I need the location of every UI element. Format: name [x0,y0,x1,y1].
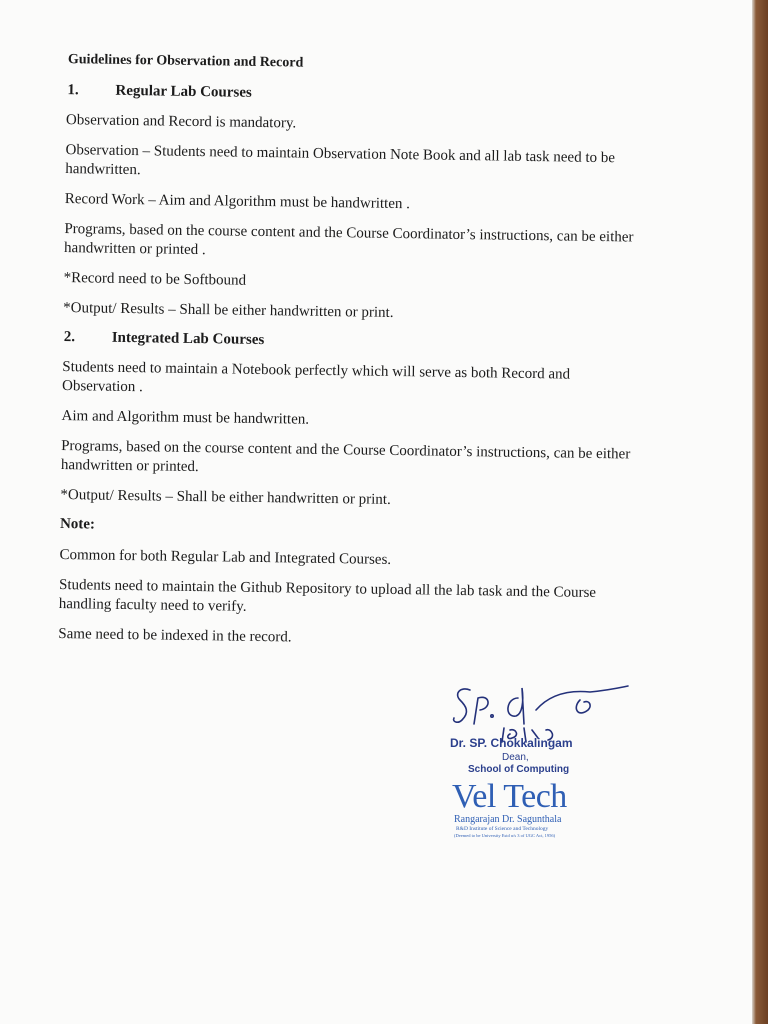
paragraph: Programs, based on the course content and the Course Coordinator’s instructions, can be either handwritten or printed. [60,438,631,476]
signatory-designation: Dean, [502,752,529,763]
paragraph: Common for both Regular Lab and Integrated Courses. [59,547,392,568]
paragraph: Observation – Students need to maintain Observation Note Book and all lab task need to be handwritten. [65,142,616,179]
note-heading: Note: [59,516,96,533]
signatory-department: School of Computing [468,764,570,775]
paragraph: Students need to maintain a Notebook perfectly which will serve as both Record and Observation . [61,359,571,396]
paragraph: Record Work – Aim and Algorithm must be handwritten . [64,191,411,213]
document-body [53,52,642,664]
paragraph: Observation and Record is mandatory. [65,112,297,132]
signatory-name: Dr. SP. Chokkalingam [450,736,573,750]
stamp-institution-line: Rangarajan Dr. Sagunthala [454,814,562,825]
section-2-heading [64,329,638,355]
section-1-heading [67,82,641,108]
paragraph: *Output/ Results – Shall be either handwritten or print. [63,300,394,321]
paragraph: Aim and Algorithm must be handwritten. [61,408,310,428]
vel-tech-logo: Vel Tech [452,778,567,815]
paragraph: *Record need to be Softbound [63,270,247,289]
paragraph: Students need to maintain the Github Repository to upload all the lab task and the Course handling faculty need to verify. [58,577,597,615]
stamp-deemed-line: (Deemed to be University Estd u/s 3 of UGC Act, 1956) [454,833,556,838]
paragraph: Programs, based on the course content and the Course Coordinator’s instructions, can be either handwritten or printed . [63,221,634,259]
paragraph: Same need to be indexed in the record. [58,626,292,646]
background-edge [752,0,768,1024]
stamp-institution-subline: R&D Institute of Science and Technology [456,826,549,832]
document-title: Guidelines for Observation and Record [67,52,304,71]
section-1-number: 1. [67,82,79,99]
paragraph: *Output/ Results – Shall be either handwritten or print. [60,487,391,508]
section-1-title: Regular Lab Courses [115,82,252,101]
section-2-number: 2. [63,329,76,346]
signature-stamp [440,680,640,850]
section-2-title: Integrated Lab Courses [111,329,265,349]
